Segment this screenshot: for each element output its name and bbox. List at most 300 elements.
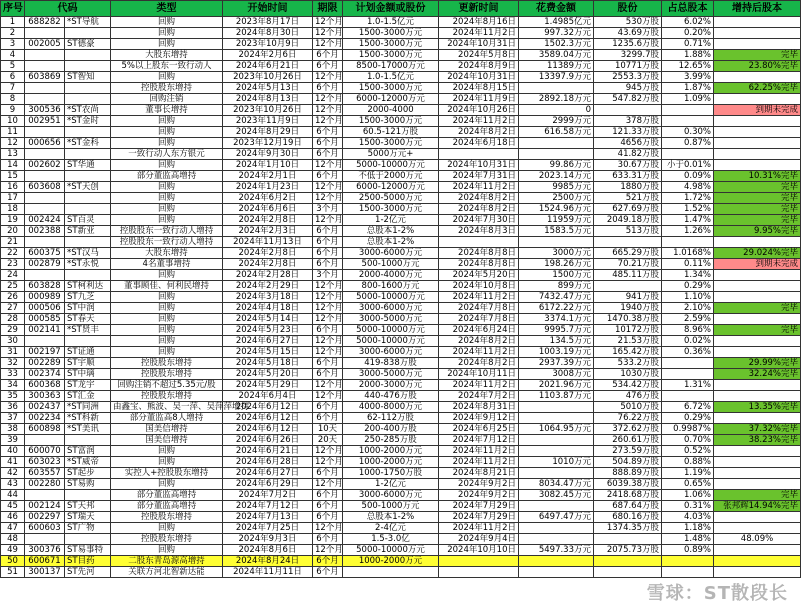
col-header-term[interactable]: 期限 — [313, 1, 343, 17]
cell-share-pct[interactable]: 0.9987% — [662, 424, 714, 435]
cell-shares[interactable]: 945万股 — [594, 83, 662, 94]
cell-stock-code[interactable]: 002424 — [25, 215, 65, 226]
cell-action-type[interactable]: 回购 — [111, 336, 223, 347]
cell-status[interactable] — [714, 545, 801, 556]
cell-spent-amount[interactable] — [519, 83, 594, 94]
cell-status[interactable]: 张邦辉14.94%完毕 — [714, 501, 801, 512]
cell-shares[interactable]: 165.42万股 — [594, 347, 662, 358]
cell-update-date[interactable]: 2024年8月3日 — [439, 226, 519, 237]
cell-start-date[interactable]: 2024年5月20日 — [223, 369, 313, 380]
cell-status[interactable]: 23.80%完毕 — [714, 61, 801, 72]
cell-status[interactable] — [714, 281, 801, 292]
cell-shares[interactable]: 534.42万股 — [594, 380, 662, 391]
cell-row-number[interactable]: 46 — [1, 512, 25, 523]
cell-spent-amount[interactable]: 1500万元 — [519, 270, 594, 281]
cell-action-type[interactable]: 控股股东增持 — [111, 83, 223, 94]
cell-shares[interactable]: 1470.38万股 — [594, 314, 662, 325]
cell-stock-name[interactable]: ST新亚 — [65, 226, 111, 237]
cell-row-number[interactable]: 39 — [1, 435, 25, 446]
cell-term[interactable]: 12个月 — [313, 28, 343, 39]
cell-status[interactable] — [714, 556, 801, 567]
cell-update-date[interactable]: 2024年11月2日 — [439, 457, 519, 468]
cell-spent-amount[interactable]: 7432.47万元 — [519, 292, 594, 303]
cell-term[interactable]: 6个月 — [313, 501, 343, 512]
cell-start-date[interactable]: 2024年7月13日 — [223, 512, 313, 523]
cell-start-date[interactable]: 2024年5月14日 — [223, 314, 313, 325]
col-header-start[interactable]: 开始时间 — [223, 1, 313, 17]
cell-plan-amount[interactable]: 500-1000万元 — [343, 259, 439, 270]
cell-row-number[interactable]: 2 — [1, 28, 25, 39]
cell-term[interactable]: 12个月 — [313, 303, 343, 314]
cell-stock-name[interactable]: *ST导航 — [65, 17, 111, 28]
cell-update-date[interactable]: 2024年5月20日 — [439, 270, 519, 281]
cell-stock-name[interactable] — [65, 336, 111, 347]
cell-start-date[interactable]: 2024年2月6日 — [223, 50, 313, 61]
cell-spent-amount[interactable]: 2021.96万元 — [519, 380, 594, 391]
cell-action-type[interactable]: 回购 — [111, 127, 223, 138]
cell-action-type[interactable]: 回购 — [111, 39, 223, 50]
cell-status[interactable] — [714, 39, 801, 50]
cell-share-pct[interactable]: 小于0.01% — [662, 160, 714, 171]
cell-stock-code[interactable] — [25, 50, 65, 61]
cell-action-type[interactable]: 控股股东增持 — [111, 391, 223, 402]
cell-spent-amount[interactable] — [519, 556, 594, 567]
cell-spent-amount[interactable]: 1103.87万元 — [519, 391, 594, 402]
cell-update-date[interactable]: 2024年6月25日 — [439, 424, 519, 435]
cell-plan-amount[interactable]: 5000-10000万元 — [343, 292, 439, 303]
cell-shares[interactable]: 633.31万股 — [594, 171, 662, 182]
cell-stock-name[interactable] — [65, 94, 111, 105]
cell-share-pct[interactable] — [662, 358, 714, 369]
cell-spent-amount[interactable] — [519, 149, 594, 160]
cell-term[interactable]: 12个月 — [313, 545, 343, 556]
cell-term[interactable]: 12个月 — [313, 193, 343, 204]
cell-term[interactable]: 6个月 — [313, 534, 343, 545]
cell-shares[interactable]: 1235.6万股 — [594, 39, 662, 50]
cell-term[interactable]: 12个月 — [313, 347, 343, 358]
cell-plan-amount[interactable]: 5000-10000万元 — [343, 325, 439, 336]
cell-spent-amount[interactable] — [519, 413, 594, 424]
cell-update-date[interactable]: 2024年11月2日 — [439, 292, 519, 303]
cell-status[interactable]: 48.09% — [714, 534, 801, 545]
cell-plan-amount[interactable]: 419-838万股 — [343, 358, 439, 369]
cell-row-number[interactable]: 1 — [1, 17, 25, 28]
cell-share-pct[interactable]: 1.0168% — [662, 248, 714, 259]
cell-shares[interactable]: 76.22万股 — [594, 413, 662, 424]
cell-share-pct[interactable]: 1.34% — [662, 270, 714, 281]
cell-shares[interactable]: 521万股 — [594, 193, 662, 204]
cell-plan-amount[interactable]: 1.0-1.5亿元 — [343, 17, 439, 28]
cell-stock-name[interactable]: ST广物 — [65, 523, 111, 534]
cell-shares[interactable]: 1374.35万股 — [594, 523, 662, 534]
cell-shares[interactable]: 687.64万股 — [594, 501, 662, 512]
cell-stock-code[interactable] — [25, 171, 65, 182]
cell-action-type[interactable]: 部分董监高增持 — [111, 490, 223, 501]
cell-row-number[interactable]: 21 — [1, 237, 25, 248]
cell-action-type[interactable]: 控股股东一致行动人增持 — [111, 226, 223, 237]
cell-share-pct[interactable]: 1.10% — [662, 292, 714, 303]
cell-share-pct[interactable]: 0.20% — [662, 28, 714, 39]
cell-start-date[interactable]: 2024年2月29日 — [223, 281, 313, 292]
cell-start-date[interactable]: 2023年8月17日 — [223, 17, 313, 28]
cell-plan-amount[interactable]: 8500-17000万元 — [343, 61, 439, 72]
cell-term[interactable]: 6个月 — [313, 50, 343, 61]
cell-share-pct[interactable] — [662, 237, 714, 248]
cell-spent-amount[interactable]: 2892.18万元 — [519, 94, 594, 105]
cell-spent-amount[interactable]: 11959万元 — [519, 215, 594, 226]
cell-spent-amount[interactable]: 6172.22万元 — [519, 303, 594, 314]
cell-status[interactable]: 到期未完成 — [714, 105, 801, 116]
cell-action-type[interactable]: 二股东青岛源高增持 — [111, 556, 223, 567]
cell-start-date[interactable]: 2024年11月13日 — [223, 237, 313, 248]
col-header-shares[interactable]: 股份 — [594, 1, 662, 17]
cell-plan-amount[interactable]: 3000-6000万元 — [343, 248, 439, 259]
cell-stock-name[interactable]: ST证通 — [65, 347, 111, 358]
cell-start-date[interactable]: 2024年5月13日 — [223, 83, 313, 94]
cell-share-pct[interactable]: 0.88% — [662, 457, 714, 468]
cell-stock-code[interactable]: 603869 — [25, 72, 65, 83]
cell-stock-code[interactable]: 600603 — [25, 523, 65, 534]
cell-term[interactable]: 10天 — [313, 424, 343, 435]
cell-share-pct[interactable]: 0.87% — [662, 138, 714, 149]
cell-share-pct[interactable]: 0.52% — [662, 446, 714, 457]
cell-action-type[interactable]: 控股股东一致行动人增持 — [111, 237, 223, 248]
cell-status[interactable]: 完毕 — [714, 193, 801, 204]
cell-action-type[interactable]: 回购 — [111, 314, 223, 325]
cell-term[interactable]: 6个月 — [313, 61, 343, 72]
cell-shares[interactable]: 5010万股 — [594, 402, 662, 413]
cell-update-date[interactable]: 2024年5月8日 — [439, 50, 519, 61]
cell-start-date[interactable]: 2024年9月3日 — [223, 534, 313, 545]
cell-plan-amount[interactable]: 1000-2000万元 — [343, 556, 439, 567]
cell-status[interactable]: 完毕 — [714, 182, 801, 193]
cell-shares[interactable]: 372.62万股 — [594, 424, 662, 435]
cell-start-date[interactable]: 2024年6月29日 — [223, 479, 313, 490]
cell-shares[interactable]: 533.2万股 — [594, 358, 662, 369]
cell-share-pct[interactable] — [662, 369, 714, 380]
cell-share-pct[interactable]: 0.71% — [662, 39, 714, 50]
cell-action-type[interactable]: 回购 — [111, 116, 223, 127]
cell-stock-name[interactable] — [65, 61, 111, 72]
cell-update-date[interactable]: 2024年7月31日 — [439, 171, 519, 182]
cell-plan-amount[interactable]: 3000-6000万元 — [343, 347, 439, 358]
cell-stock-name[interactable] — [65, 490, 111, 501]
cell-stock-name[interactable] — [65, 270, 111, 281]
cell-term[interactable]: 12个月 — [313, 314, 343, 325]
cell-status[interactable] — [714, 28, 801, 39]
cell-spent-amount[interactable]: 3374.1万元 — [519, 314, 594, 325]
cell-stock-code[interactable]: 000989 — [25, 292, 65, 303]
cell-row-number[interactable]: 40 — [1, 446, 25, 457]
cell-status[interactable] — [714, 72, 801, 83]
cell-plan-amount[interactable]: 1500-3000万元 — [343, 39, 439, 50]
cell-action-type[interactable]: 控股股东增持 — [111, 358, 223, 369]
cell-share-pct[interactable] — [662, 116, 714, 127]
cell-stock-name[interactable]: ST九芝 — [65, 292, 111, 303]
cell-action-type[interactable]: 回购 — [111, 347, 223, 358]
cell-row-number[interactable]: 19 — [1, 215, 25, 226]
cell-stock-name[interactable]: ST天邦 — [65, 501, 111, 512]
cell-action-type[interactable]: 回购 — [111, 325, 223, 336]
cell-stock-name[interactable]: ST春天 — [65, 314, 111, 325]
cell-update-date[interactable]: 2024年10月31日 — [439, 160, 519, 171]
cell-action-type[interactable]: 回购 — [111, 138, 223, 149]
cell-plan-amount[interactable]: 4000-8000万元 — [343, 402, 439, 413]
cell-status[interactable] — [714, 292, 801, 303]
cell-stock-name[interactable]: ST华通 — [65, 160, 111, 171]
cell-stock-name[interactable] — [65, 237, 111, 248]
cell-term[interactable]: 6个月 — [313, 226, 343, 237]
cell-action-type[interactable]: 由鑫宝、熊波、吴一萍、吴萍萍增持 — [111, 402, 223, 413]
cell-action-type[interactable]: 回购 — [111, 270, 223, 281]
cell-stock-name[interactable]: *ST汉马 — [65, 248, 111, 259]
cell-update-date[interactable]: 2024年10月11日 — [439, 369, 519, 380]
cell-start-date[interactable]: 2024年6月12日 — [223, 402, 313, 413]
cell-spent-amount[interactable]: 2023.14万元 — [519, 171, 594, 182]
cell-spent-amount[interactable] — [519, 446, 594, 457]
cell-update-date[interactable]: 2024年8月8日 — [439, 248, 519, 259]
cell-stock-code[interactable]: 002879 — [25, 259, 65, 270]
cell-row-number[interactable]: 43 — [1, 479, 25, 490]
cell-update-date[interactable]: 2024年8月2日 — [439, 127, 519, 138]
cell-start-date[interactable]: 2024年2月8日 — [223, 215, 313, 226]
cell-stock-code[interactable]: 000585 — [25, 314, 65, 325]
cell-stock-code[interactable]: 002234 — [25, 413, 65, 424]
cell-plan-amount[interactable]: 3000-5000万元 — [343, 314, 439, 325]
cell-share-pct[interactable]: 3.99% — [662, 72, 714, 83]
cell-term[interactable]: 12个月 — [313, 116, 343, 127]
cell-action-type[interactable]: 回购 — [111, 193, 223, 204]
cell-update-date[interactable]: 2024年7月8日 — [439, 314, 519, 325]
cell-share-pct[interactable]: 2.59% — [662, 314, 714, 325]
cell-shares[interactable]: 476万股 — [594, 391, 662, 402]
cell-status[interactable] — [714, 391, 801, 402]
cell-plan-amount[interactable] — [343, 567, 439, 578]
cell-share-pct[interactable] — [662, 149, 714, 160]
cell-spent-amount[interactable] — [519, 534, 594, 545]
cell-action-type[interactable]: 部分董监高增持 — [111, 171, 223, 182]
cell-update-date[interactable] — [439, 567, 519, 578]
cell-spent-amount[interactable]: 9995.7万元 — [519, 325, 594, 336]
cell-share-pct[interactable]: 0.31% — [662, 501, 714, 512]
cell-status[interactable] — [714, 17, 801, 28]
cell-stock-name[interactable]: ST百灵 — [65, 215, 111, 226]
cell-stock-name[interactable]: ST瑞天 — [65, 512, 111, 523]
cell-share-pct[interactable]: 0.02% — [662, 336, 714, 347]
cell-row-number[interactable]: 3 — [1, 39, 25, 50]
cell-status[interactable] — [714, 413, 801, 424]
cell-stock-code[interactable]: 300376 — [25, 545, 65, 556]
cell-action-type[interactable]: 国美信增持 — [111, 435, 223, 446]
cell-term[interactable]: 12个月 — [313, 72, 343, 83]
cell-update-date[interactable]: 2024年10月8日 — [439, 281, 519, 292]
cell-term[interactable]: 12个月 — [313, 17, 343, 28]
col-header-no[interactable]: 序号 — [1, 1, 25, 17]
cell-status[interactable] — [714, 468, 801, 479]
cell-stock-code[interactable] — [25, 435, 65, 446]
cell-update-date[interactable]: 2024年11月2日 — [439, 523, 519, 534]
cell-shares[interactable]: 485.11万股 — [594, 270, 662, 281]
cell-start-date[interactable]: 2023年10月9日 — [223, 39, 313, 50]
cell-term[interactable]: 6个月 — [313, 490, 343, 501]
cell-share-pct[interactable]: 1.52% — [662, 204, 714, 215]
cell-status[interactable]: 完毕 — [714, 50, 801, 61]
cell-row-number[interactable]: 25 — [1, 281, 25, 292]
cell-stock-code[interactable]: 002124 — [25, 501, 65, 512]
cell-shares[interactable]: 70.21万股 — [594, 259, 662, 270]
cell-status[interactable]: 10.31%完毕 — [714, 171, 801, 182]
cell-spent-amount[interactable]: 1583.5万元 — [519, 226, 594, 237]
cell-stock-code[interactable] — [25, 28, 65, 39]
cell-term[interactable]: 6个月 — [313, 171, 343, 182]
cell-action-type[interactable]: 大股东增持 — [111, 248, 223, 259]
cell-action-type[interactable]: 董事长增持 — [111, 105, 223, 116]
cell-status[interactable]: 完毕 — [714, 325, 801, 336]
cell-status[interactable]: 62.25%完毕 — [714, 83, 801, 94]
cell-row-number[interactable]: 11 — [1, 127, 25, 138]
cell-spent-amount[interactable]: 134.5万元 — [519, 336, 594, 347]
cell-action-type[interactable]: 控股股东增持 — [111, 369, 223, 380]
cell-spent-amount[interactable]: 2500万元 — [519, 193, 594, 204]
cell-plan-amount[interactable]: 1-2亿元 — [343, 479, 439, 490]
cell-status[interactable]: 29.99%完毕 — [714, 358, 801, 369]
cell-action-type[interactable]: 部分董监高增持 — [111, 501, 223, 512]
cell-shares[interactable]: 2075.73万股 — [594, 545, 662, 556]
cell-action-type[interactable]: 部分董监高8人增持 — [111, 413, 223, 424]
cell-share-pct[interactable]: 1.31% — [662, 380, 714, 391]
cell-update-date[interactable] — [439, 556, 519, 567]
cell-shares[interactable]: 888.89万股 — [594, 468, 662, 479]
cell-plan-amount[interactable]: 1500-3000万元 — [343, 83, 439, 94]
cell-spent-amount[interactable]: 3589.04万元 — [519, 50, 594, 61]
cell-shares[interactable] — [594, 237, 662, 248]
cell-stock-name[interactable] — [65, 193, 111, 204]
cell-action-type[interactable]: 回购 — [111, 215, 223, 226]
cell-term[interactable]: 6个月 — [313, 149, 343, 160]
cell-start-date[interactable]: 2024年8月13日 — [223, 94, 313, 105]
col-header-status[interactable]: 增持后股本 — [714, 1, 801, 17]
cell-share-pct[interactable]: 1.06% — [662, 490, 714, 501]
cell-plan-amount[interactable]: 5000万元+ — [343, 149, 439, 160]
cell-update-date[interactable]: 2024年11月9日 — [439, 94, 519, 105]
cell-start-date[interactable]: 2024年2月1日 — [223, 171, 313, 182]
cell-row-number[interactable]: 9 — [1, 105, 25, 116]
cell-update-date[interactable]: 2024年7月30日 — [439, 215, 519, 226]
cell-stock-code[interactable]: 002289 — [25, 358, 65, 369]
cell-stock-name[interactable]: ST汇金 — [65, 391, 111, 402]
cell-row-number[interactable]: 7 — [1, 83, 25, 94]
cell-update-date[interactable]: 2024年10月26日 — [439, 105, 519, 116]
cell-share-pct[interactable]: 0.89% — [662, 545, 714, 556]
cell-spent-amount[interactable] — [519, 402, 594, 413]
cell-term[interactable]: 12个月 — [313, 292, 343, 303]
cell-row-number[interactable]: 22 — [1, 248, 25, 259]
cell-share-pct[interactable]: 0.65% — [662, 479, 714, 490]
cell-plan-amount[interactable]: 不低于2000万元 — [343, 171, 439, 182]
cell-status[interactable] — [714, 160, 801, 171]
cell-spent-amount[interactable]: 3082.45万元 — [519, 490, 594, 501]
cell-update-date[interactable]: 2024年8月8日 — [439, 259, 519, 270]
cell-row-number[interactable]: 51 — [1, 567, 25, 578]
cell-update-date[interactable]: 2024年11月2日 — [439, 347, 519, 358]
cell-shares[interactable]: 627.69万股 — [594, 204, 662, 215]
cell-share-pct[interactable]: 1.26% — [662, 226, 714, 237]
cell-stock-code[interactable]: 600671 — [25, 556, 65, 567]
cell-shares[interactable]: 1030万股 — [594, 369, 662, 380]
cell-status[interactable]: 37.32%完毕 — [714, 424, 801, 435]
cell-row-number[interactable]: 36 — [1, 402, 25, 413]
cell-term[interactable]: 12个月 — [313, 105, 343, 116]
cell-row-number[interactable]: 35 — [1, 391, 25, 402]
cell-plan-amount[interactable]: 1500-3000万元 — [343, 204, 439, 215]
cell-share-pct[interactable]: 0.09% — [662, 171, 714, 182]
cell-update-date[interactable]: 2024年8月15日 — [439, 83, 519, 94]
cell-stock-code[interactable]: 600898 — [25, 424, 65, 435]
cell-share-pct[interactable] — [662, 105, 714, 116]
cell-plan-amount[interactable]: 2000-4000 — [343, 105, 439, 116]
cell-plan-amount[interactable]: 2000-4000万元 — [343, 270, 439, 281]
cell-share-pct[interactable]: 1.18% — [662, 523, 714, 534]
cell-shares[interactable]: 665.29万股 — [594, 248, 662, 259]
cell-update-date[interactable]: 2024年9月2日 — [439, 490, 519, 501]
cell-term[interactable]: 12个月 — [313, 380, 343, 391]
cell-shares[interactable]: 378万股 — [594, 116, 662, 127]
cell-share-pct[interactable] — [662, 391, 714, 402]
cell-stock-code[interactable]: 688282 — [25, 17, 65, 28]
cell-stock-name[interactable] — [65, 28, 111, 39]
cell-row-number[interactable]: 48 — [1, 534, 25, 545]
cell-plan-amount[interactable]: 1000-2000万元 — [343, 446, 439, 457]
cell-share-pct[interactable]: 0.29% — [662, 413, 714, 424]
cell-row-number[interactable]: 44 — [1, 490, 25, 501]
cell-stock-name[interactable]: *ST金科 — [65, 138, 111, 149]
cell-update-date[interactable]: 2024年7月2日 — [439, 391, 519, 402]
cell-update-date[interactable]: 2024年8月21日 — [439, 468, 519, 479]
cell-action-type[interactable]: 回购注销不超过5.35元/股 — [111, 380, 223, 391]
cell-stock-name[interactable]: *ST同洲 — [65, 402, 111, 413]
cell-start-date[interactable]: 2024年5月18日 — [223, 358, 313, 369]
cell-action-type[interactable]: 回购 — [111, 479, 223, 490]
cell-action-type[interactable]: 回购 — [111, 446, 223, 457]
cell-update-date[interactable]: 2024年11月2日 — [439, 182, 519, 193]
cell-status[interactable] — [714, 380, 801, 391]
cell-shares[interactable]: 1940万股 — [594, 303, 662, 314]
cell-plan-amount[interactable]: 5000-10000万元 — [343, 545, 439, 556]
cell-plan-amount[interactable]: 200-400万股 — [343, 424, 439, 435]
cell-start-date[interactable]: 2024年6月27日 — [223, 468, 313, 479]
cell-plan-amount[interactable]: 3000-6000万元 — [343, 490, 439, 501]
cell-start-date[interactable]: 2024年2月28日 — [223, 270, 313, 281]
cell-share-pct[interactable]: 1.47% — [662, 215, 714, 226]
cell-spent-amount[interactable]: 3000万元 — [519, 248, 594, 259]
cell-plan-amount[interactable]: 440-476万股 — [343, 391, 439, 402]
cell-update-date[interactable]: 2024年7月12日 — [439, 435, 519, 446]
cell-stock-code[interactable]: 002297 — [25, 512, 65, 523]
cell-stock-name[interactable]: ST柯利达 — [65, 281, 111, 292]
cell-row-number[interactable]: 23 — [1, 259, 25, 270]
cell-action-type[interactable]: 回购 — [111, 545, 223, 556]
cell-stock-name[interactable]: ST起步 — [65, 468, 111, 479]
cell-update-date[interactable]: 2024年8月2日 — [439, 193, 519, 204]
cell-stock-code[interactable]: 002197 — [25, 347, 65, 358]
cell-action-type[interactable]: 回购 — [111, 204, 223, 215]
cell-row-number[interactable]: 28 — [1, 314, 25, 325]
cell-shares[interactable]: 10771万股 — [594, 61, 662, 72]
cell-stock-name[interactable]: *ST科新 — [65, 413, 111, 424]
cell-start-date[interactable]: 2023年11月9日 — [223, 116, 313, 127]
cell-stock-code[interactable]: 002005 — [25, 39, 65, 50]
cell-start-date[interactable]: 2024年6月21日 — [223, 61, 313, 72]
